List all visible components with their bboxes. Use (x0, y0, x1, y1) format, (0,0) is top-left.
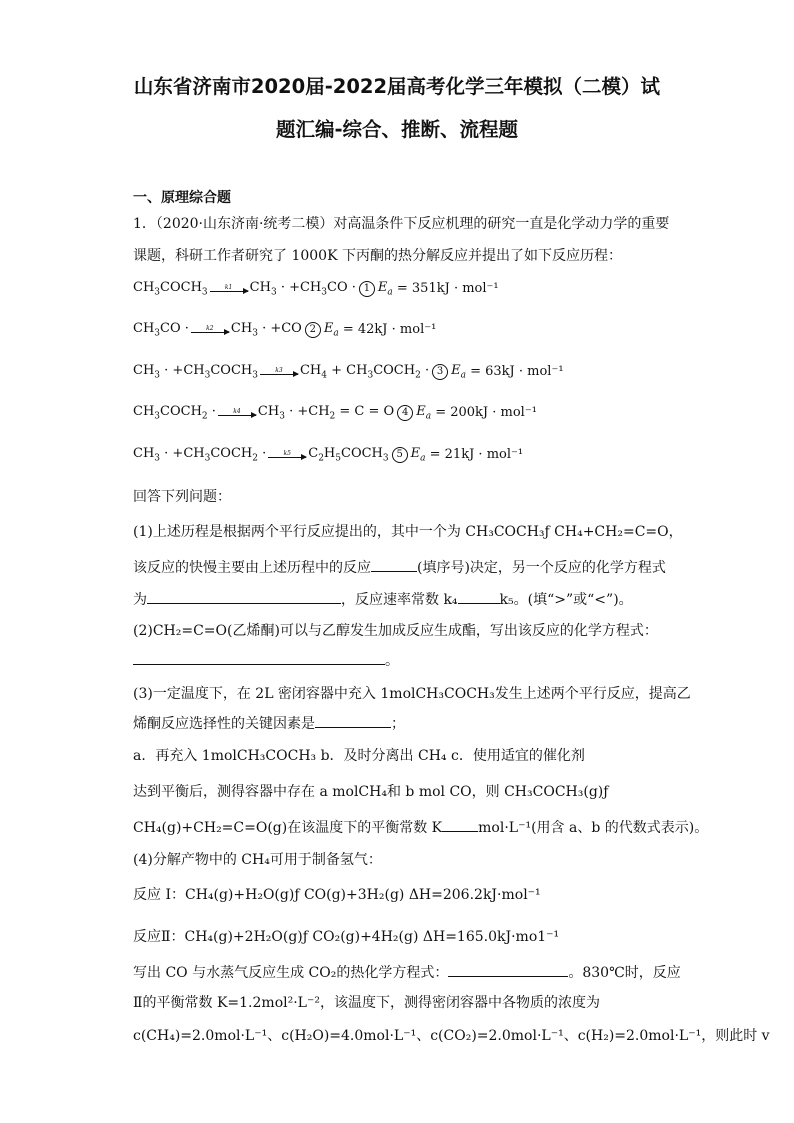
part-2-line-2: 。 (133, 650, 399, 670)
step-2-products: $CH_3 \cdot +CO$ (230, 321, 302, 339)
step-number-circle-icon: 4 (397, 405, 413, 421)
step-1-activation-energy: = 351kJ · mol⁻¹ (396, 281, 499, 297)
activation-energy-symbol: $E_a$ (377, 280, 393, 298)
reaction-arrow-icon: k1 (210, 285, 248, 292)
mechanism-step-1 (133, 280, 499, 298)
mechanism-step-2 (133, 321, 436, 339)
step-5-products: $C_2H_5COCH_3$ (308, 446, 389, 464)
activation-energy-symbol: $E_a$ (323, 321, 339, 339)
step-5-activation-energy: = 21kJ · mol⁻¹ (429, 447, 524, 463)
step-number-circle-icon: 5 (392, 447, 408, 463)
part-4-line-6: c(CH₄)=2.0mol·L⁻¹、c(H₂O)=4.0mol·L⁻¹、c(CO₂)=2.0mol·L⁻¹、c(H₂)=2.0mol·L⁻¹，则此时 v (133, 1028, 770, 1044)
answer-blank[interactable] (448, 962, 568, 977)
activation-energy-symbol: $E_a$ (451, 363, 466, 381)
part-4-line-1: (4)分解产物中的 CH₄可用于制备氢气： (133, 852, 382, 868)
part-4-reaction-1: 反应 I：CH₄(g)+H₂O(g)ƒ CO(g)+3H₂(g) ΔH=206.2kJ·mol⁻¹ (133, 887, 541, 903)
step-3-products: $CH_4$ + $CH_3COCH_2$ · (299, 363, 430, 381)
part-4-reaction-2: 反应Ⅱ：CH₄(g)+2H₂O(g)ƒ CO₂(g)+4H₂(g) ΔH=165.0kJ·mo1⁻¹ (133, 929, 560, 945)
answer-blank[interactable] (147, 589, 341, 604)
activation-energy-symbol: $E_a$ (416, 404, 432, 422)
step-number-circle-icon: 2 (305, 322, 321, 338)
step-number-circle-icon: 1 (359, 281, 375, 297)
answer-blank[interactable] (371, 557, 417, 572)
question-1-intro-line-1: 1．（2020·山东济南·统考二模）对高温条件下反应机理的研究一直是化学动力学的重要 (133, 216, 670, 232)
section-heading: 一、原理综合题 (133, 190, 231, 206)
reaction-arrow-icon: k2 (191, 326, 229, 333)
document-title-line-2: 题汇编-综合、推断、流程题 (275, 118, 519, 141)
answer-blank[interactable] (442, 817, 478, 832)
step-1-products: $CH_3 \cdot +CH_3CO$ · (249, 280, 356, 298)
answer-blank[interactable] (458, 589, 500, 604)
answer-blank[interactable] (315, 713, 391, 728)
answer-prompt: 回答下列问题： (133, 489, 231, 505)
step-1-reactants: $CH_3COCH_3$ (133, 280, 208, 298)
step-4-products: $CH_3 \cdot +CH_2 = C = O$ (257, 404, 395, 422)
step-4-activation-energy: = 200kJ · mol⁻¹ (435, 405, 537, 421)
activation-energy-symbol: $E_a$ (410, 446, 426, 464)
step-4-reactants: $CH_3COCH_2$ · (133, 404, 216, 422)
question-1-intro-line-2: 课题，科研工作者研究了 1000K 下丙酮的热分解反应并提出了如下反应历程： (133, 248, 622, 264)
mechanism-step-5 (133, 446, 523, 464)
step-number-circle-icon: 3 (432, 364, 448, 380)
reaction-arrow-icon: k4 (218, 409, 256, 416)
part-3-line-4: 达到平衡后，测得容器中存在 a molCH₄和 b mol CO，则 CH₃COCH₃(g)ƒ (133, 784, 609, 800)
part-4-line-4: 写出 CO 与水蒸气反应生成 CO₂的热化学方程式： 。830℃时，反应 (133, 962, 681, 982)
step-2-activation-energy: = 42kJ · mol⁻¹ (342, 322, 437, 338)
document-title-line-1: 山东省济南市2020届-2022届高考化学三年模拟（二模）试 (133, 75, 661, 98)
reaction-arrow-icon: k3 (260, 368, 298, 375)
step-5-reactants: $CH_3$ · $+CH_3COCH_2$ · (133, 446, 267, 464)
part-3-line-5: CH₄(g)+CH₂=C=O(g)在该温度下的平衡常数 K mol·L⁻¹(用含 a、b 的代数式表示)。 (133, 817, 708, 837)
reaction-arrow-icon: k5 (268, 451, 306, 458)
part-1-line-2: 该反应的快慢主要由上述历程中的反应 (填序号)决定，另一个反应的化学方程式 (133, 557, 666, 577)
part-4-line-5: Ⅱ的平衡常数 K=1.2mol²·L⁻²，该温度下，测得密闭容器中各物质的浓度为 (133, 995, 600, 1011)
step-3-activation-energy: = 63kJ · mol⁻¹ (470, 364, 564, 380)
step-2-reactants: $CH_3CO$ · (133, 321, 189, 339)
part-1-line-3: 为 ，反应速率常数 k₄ k₅。(填“>”或“<”)。 (133, 589, 633, 609)
part-3-line-2: 烯酮反应选择性的关键因素是 ； (133, 713, 405, 733)
part-1-line-1: (1)上述历程是根据两个平行反应提出的，其中一个为 CH₃COCH₃ƒ CH₄+CH₂=C=O， (133, 524, 683, 540)
step-3-reactants: $CH_3$ · $+CH_3COCH_3$ (133, 363, 258, 381)
part-2-line-1: (2)CH₂=C=O(乙烯酮)可以与乙醇发生加成反应生成酯，写出该反应的化学方程式： (133, 623, 658, 639)
mechanism-step-3 (133, 363, 564, 381)
answer-blank[interactable] (133, 650, 385, 665)
part-3-options: a．再充入 1molCH₃COCH₃ b．及时分离出 CH₄ c．使用适宜的催化剂 (133, 748, 585, 764)
part-3-line-1: (3)一定温度下，在 2L 密闭容器中充入 1molCH₃COCH₃发生上述两个平行反应，提高乙 (133, 686, 691, 702)
mechanism-step-4 (133, 404, 537, 422)
